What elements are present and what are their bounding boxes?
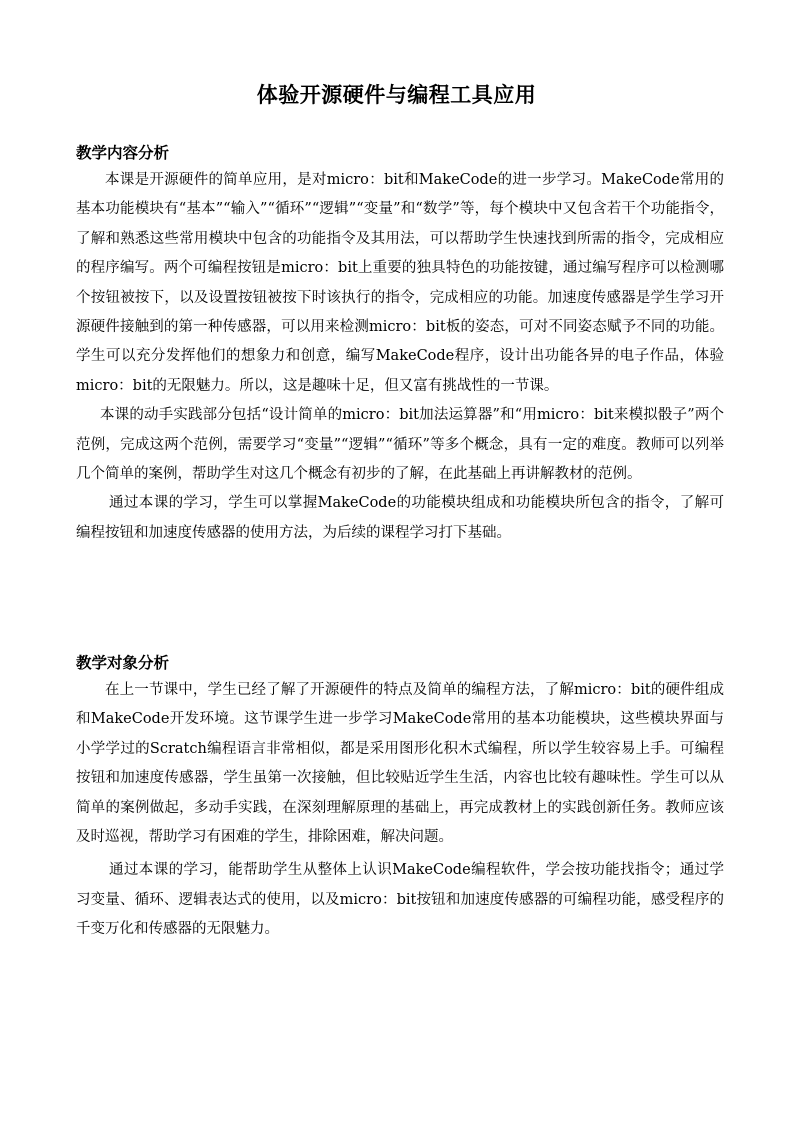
section-teaching-content-analysis bbox=[76, 141, 724, 548]
paragraph: 在上一节课中，学生已经了解了开源硬件的特点及简单的编程方法，了解micro：bit的硬件组成和MakeCode开发环境。这节课学生进一步学习MakeCode常用的基本功能模块，这些模块界面与小学学过的Scratch编程语言非常相似，都是采用图形化积木式编程，所以学生较容易上手。可编程按钮和加速度传感器，学生虽第一次接触，但比较贴近学生生活，内容也比较有趣味性。学生可以从简单的案例做起，多动手实践，在深刻理解原理的基础上，再完成教材上的实践创新任务。教师应该及时巡视，帮助学习有困难的学生，排除困难，解决问题。 bbox=[76, 682, 724, 846]
paragraph: 通过本课的学习，学生可以掌握MakeCode的功能模块组成和功能模块所包含的指令，了解可编程按钮和加速度传感器的使用方法，为后续的课程学习打下基础。 bbox=[76, 495, 724, 541]
paragraph: 通过本课的学习，能帮助学生从整体上认识MakeCode编程软件，学会按功能找指令；通过学习变量、循环、逻辑表达式的使用，以及micro：bit按钮和加速度传感器的可编程功能，感受程序的千变万化和传感器的无限魅力。 bbox=[76, 862, 724, 938]
paragraph: 本课的动手实践部分包括“设计简单的micro：bit加法运算器”和“用micro：bit来模拟骰子”两个范例，完成这两个范例，需要学习“变量”“逻辑”“循环”等多个概念，具有一定的难度。教师可以列举几个简单的案例，帮助学生对这几个概念有初步的了解，在此基础上再讲解教材的范例。 bbox=[76, 407, 724, 483]
section-heading: 教学内容分析 bbox=[76, 143, 170, 162]
document-title: 体验开源硬件与编程工具应用 bbox=[256, 82, 537, 107]
section-teaching-object-analysis bbox=[76, 651, 724, 945]
paragraph: 本课是开源硬件的简单应用，是对micro：bit和MakeCode的进一步学习。MakeCode常用的基本功能模块有“基本”“输入”“循环”“逻辑”“变量”和“数学”等，每个模块中又包含若干个功能指令，了解和熟悉这些常用模块中包含的功能指令及其用法，可以帮助学生快速找到所需的指令，完成相应的程序编写。两个可编程按钮是micro：bit上重要的独具特色的功能按键，通过编写程序可以检测哪个按钮被按下，以及设置按钮被按下时该执行的指令，完成相应的功能。加速度传感器是学生学习开源硬件接触到的第一种传感器，可以用来检测micro：bit板的姿态，可对不同姿态赋予不同的功能。学生可以充分发挥他们的想象力和创意，编写MakeCode程序，设计出功能各异的电子作品，体验micro：bit的无限魅力。所以，这是趣味十足，但又富有挑战性的一节课。 bbox=[76, 172, 724, 394]
section-heading: 教学对象分析 bbox=[76, 653, 170, 672]
